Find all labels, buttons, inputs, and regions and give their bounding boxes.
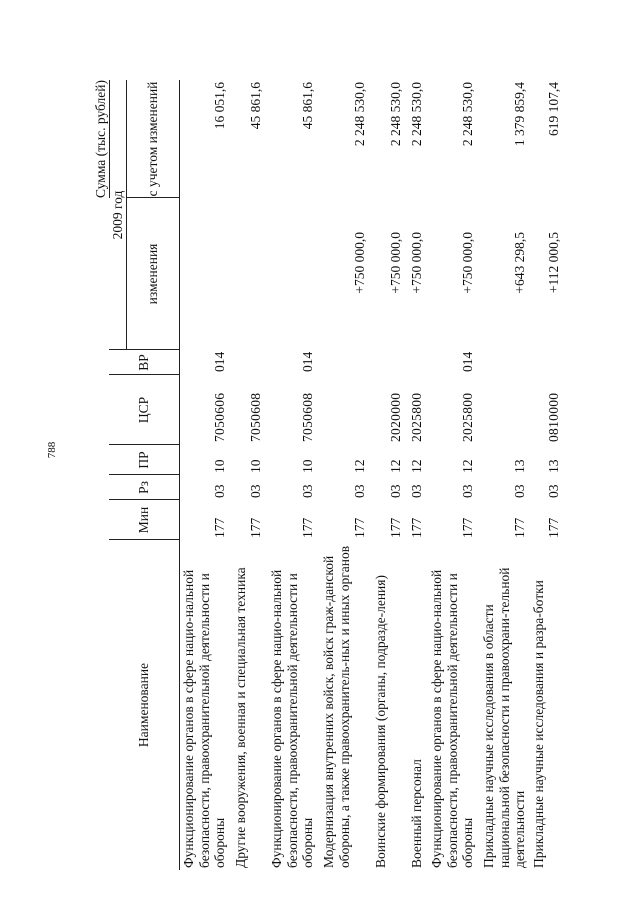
page-number: 788 — [46, 441, 58, 459]
budget-table — [109, 80, 562, 870]
row-rz: 03 — [248, 484, 263, 498]
row-changes: +112 000,5 — [546, 232, 561, 294]
header-name: Наименование — [136, 662, 152, 748]
row-csr: 2025800 — [460, 392, 475, 442]
row-total: 2 248 530,0 — [460, 82, 475, 147]
row-min: 177 — [388, 517, 403, 538]
row-name: Военный персонал — [409, 759, 424, 868]
row-total: 2 248 530,0 — [352, 82, 367, 147]
row-vr: 014 — [300, 351, 315, 372]
row-name: Другие вооружения, военная и специальная техника — [233, 567, 248, 868]
row-min: 177 — [409, 517, 424, 538]
header-pr: ПР — [136, 451, 152, 469]
row-min: 177 — [300, 517, 315, 538]
row-name: Функционирование органов в сфере нацио-нальной безопасности, правоохранительной деятельности и обороны — [269, 569, 315, 868]
row-changes: +750 000,0 — [388, 232, 403, 294]
row-pr: 10 — [300, 459, 315, 473]
row-pr: 10 — [212, 459, 227, 473]
row-total: 1 379 859,4 — [512, 82, 527, 147]
row-total: 45 861,6 — [300, 82, 315, 130]
header-bottom-line — [179, 80, 180, 870]
row-rz: 03 — [300, 484, 315, 498]
row-rz: 03 — [460, 484, 475, 498]
header-year: 2009 год — [109, 190, 125, 240]
row-total: 2 248 530,0 — [409, 82, 424, 147]
row-rz: 03 — [352, 484, 367, 498]
row-min: 177 — [212, 517, 227, 538]
row-pr: 12 — [352, 459, 367, 473]
row-total: 619 107,4 — [546, 82, 561, 136]
row-name: Функционирование органов в сфере нацио-нальной безопасности, правоохранительной деятельности и обороны — [429, 569, 475, 868]
row-changes: +750 000,0 — [352, 232, 367, 294]
header-changes: изменения — [144, 243, 160, 305]
row-pr: 12 — [460, 459, 475, 473]
row-min: 177 — [460, 517, 475, 538]
row-changes: +750 000,0 — [460, 232, 475, 294]
row-rz: 03 — [546, 484, 561, 498]
row-pr: 10 — [248, 459, 263, 473]
row-min: 177 — [352, 517, 367, 538]
row-csr: 2020000 — [388, 392, 403, 442]
row-name: Прикладные научные исследования и разра-ботки — [531, 580, 546, 868]
row-min: 177 — [546, 517, 561, 538]
row-csr: 7050606 — [212, 392, 227, 442]
row-csr: 2025800 — [409, 392, 424, 442]
row-min: 177 — [248, 517, 263, 538]
row-pr: 12 — [388, 459, 403, 473]
row-changes: +643 298,5 — [512, 232, 527, 294]
row-rz: 03 — [388, 484, 403, 498]
row-rz: 03 — [409, 484, 424, 498]
header-rz: Рз — [136, 481, 152, 494]
row-vr: 014 — [212, 351, 227, 372]
row-total: 16 051,6 — [212, 82, 227, 130]
row-csr: 7050608 — [248, 392, 263, 442]
row-pr: 13 — [512, 459, 527, 473]
row-name: Прикладные научные исследования в области национальной безопасности и правоохрани-тельной деятельности — [481, 567, 527, 868]
row-changes: +750 000,0 — [409, 232, 424, 294]
row-pr: 12 — [409, 459, 424, 473]
header-csr: ЦСР — [136, 396, 152, 424]
row-min: 177 — [512, 517, 527, 538]
units-label: Сумма (тыс. рублей) — [93, 80, 108, 198]
row-vr: 014 — [460, 351, 475, 372]
header-vr: ВР — [136, 354, 152, 371]
row-name: Воинские формирования (органы, подразде-ления) — [373, 575, 388, 868]
row-pr: 13 — [546, 459, 561, 473]
header-with-changes: с учетом изменений — [144, 81, 160, 197]
row-csr: 0810000 — [546, 392, 561, 442]
header-min: Мин — [136, 506, 152, 534]
row-rz: 03 — [212, 484, 227, 498]
rotated-page — [92, 80, 562, 870]
row-csr: 7050608 — [300, 392, 315, 442]
row-name: Модернизация внутренних войск, войск граж-данской обороны, а также правоохранитель-ных и иных органов — [321, 545, 352, 868]
row-total: 2 248 530,0 — [388, 82, 403, 147]
row-total: 45 861,6 — [248, 82, 263, 130]
row-name: Функционирование органов в сфере нацио-нальной безопасности, правоохранительной деятельности и обороны — [181, 569, 227, 868]
row-rz: 03 — [512, 484, 527, 498]
